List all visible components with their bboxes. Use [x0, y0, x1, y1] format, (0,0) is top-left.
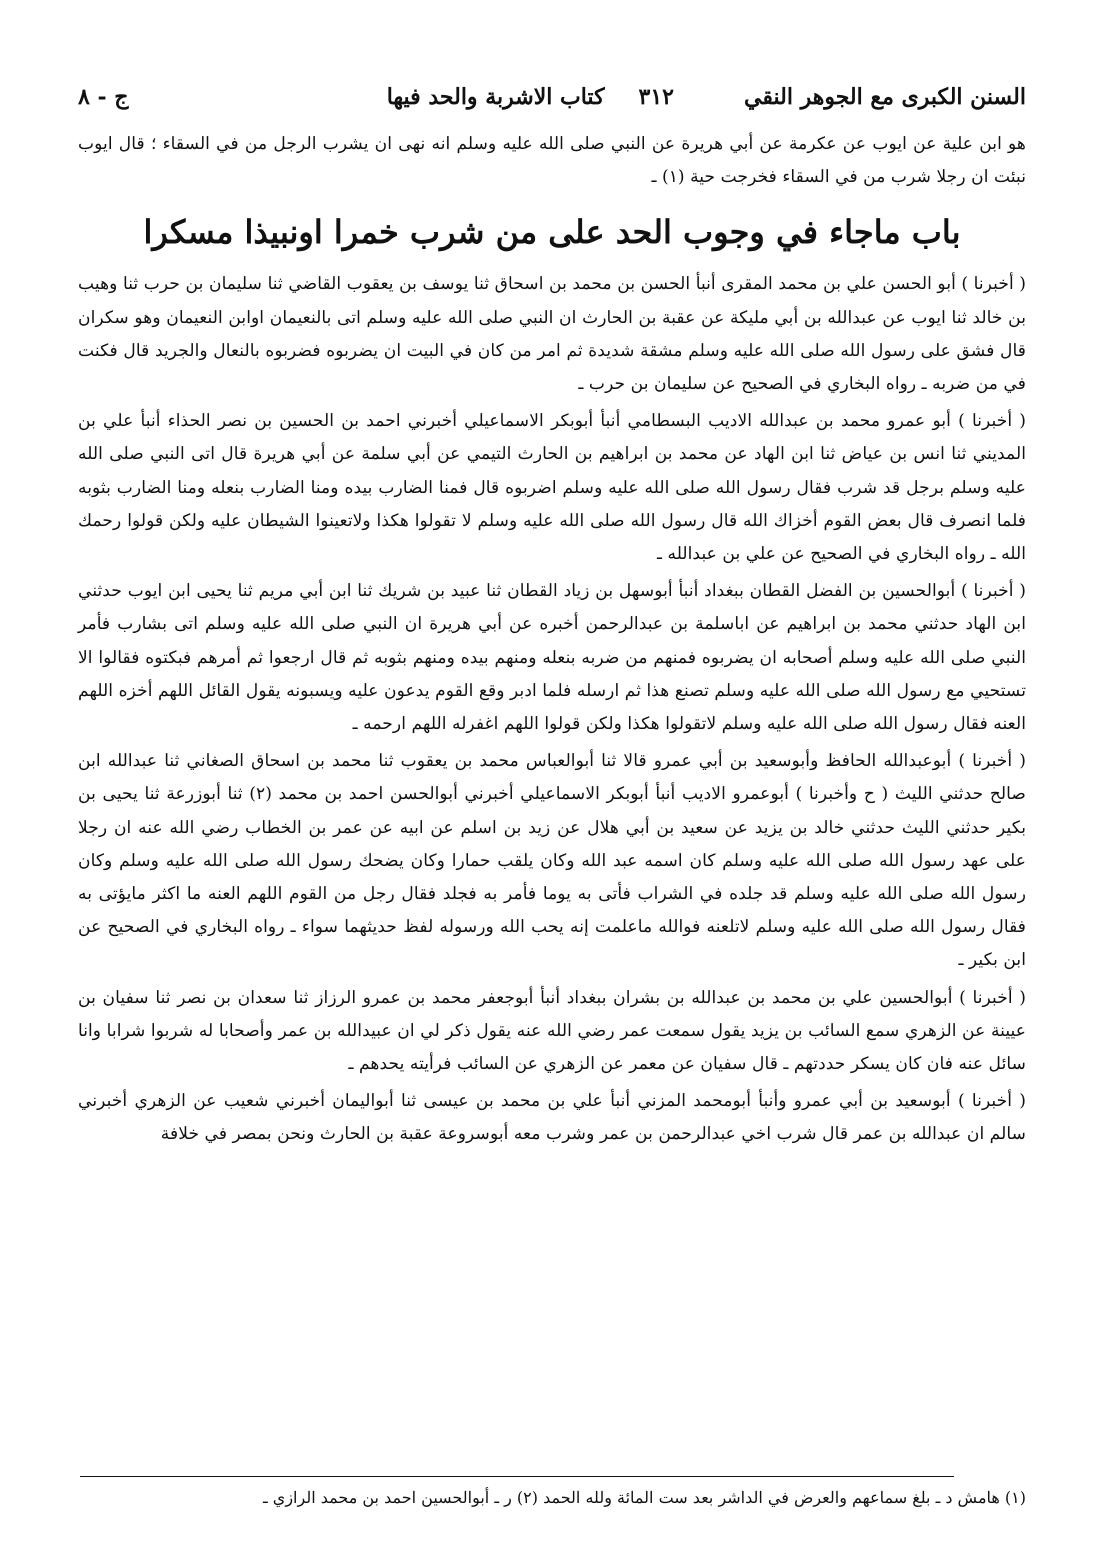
footnote: (١) هامش د ـ بلغ سماعهم والعرض في الداشر بعد ست المائة ولله الحمد (٢) ر ـ أبوالحسين احمد بن محمد الرازي ـ [263, 1488, 1026, 1507]
narration-paragraph: ( أخبرنا ) أبوالحسين بن الفضل القطان ببغداد أنبأ أبوسهل بن زياد القطان ثنا عبيد بن شريك ثنا ابن أبي مريم ثنا يحيى ابن ايوب حدثني ابن الهاد حدثني محمد بن ابراهيم عن اباسلمة بن عبدالرحمن أخبره عن أبي هريرة ان النبي صلى الله عليه وسلم اتى بشارب فأمر النبي صلى الله عليه وسلم أصحابه ان يضربوه فمنهم من ضربه بنعله ومنهم بيده ومنهم بثوبه ثم قال ارجعوا ثم أمرهم فبكتوه فقالوا الا تستحيي مع رسول الله صلى الله عليه وسلم تصنع هذا ثم ارسله فلما ادبر وقع القوم يدعون عليه ويسبونه يقول القائل اللهم أخزه اللهم العنه فقال رسول الله صلى الله عليه وسلم لاتقولوا هكذا ولكن قولوا اللهم اغفرله اللهم ارحمه ـ [78, 581, 1026, 735]
narration-paragraph: ( أخبرنا ) أبوسعيد بن أبي عمرو وأنبأ أبومحمد المزني أنبأ علي بن محمد بن عيسى ثنا أبواليمان أخبرني شعيب عن الزهري أخبرني سالم ان عبدالله بن عمر قال شرب اخي عبدالرحمن بن عمر وشرب معه أبوسروعة عقبة بن الحارث ونحن بمصر في خلافة [78, 1091, 1026, 1145]
footnote-divider [80, 1476, 954, 1477]
header-center [188, 84, 686, 110]
running-header [78, 84, 1026, 124]
narration-paragraph: ( أخبرنا ) أبوعبدالله الحافظ وأبوسعيد بن أبي عمرو قالا ثنا أبوالعباس محمد بن يعقوب ثنا محمد بن اسحاق الصغاني ثنا عبدالله ابن صالح حدثني الليث ( ح وأخبرنا ) أبوعمرو الاديب أنبأ أبوبكر الاسماعيلي أخبرني أبوالحسن احمد بن محمد (٢) ثنا أبوزرعة ثنا يحيى بن بكير حدثني الليث حدثني خالد بن يزيد عن سعيد بن أبي هلال عن زيد بن اسلم عن ابيه عن عمر بن الخطاب رضي الله عنه ان رجلا على عهد رسول الله صلى الله عليه وسلم كان اسمه عبد الله وكان يلقب حمارا وكان يضحك رسول الله صلى الله عليه وسلم وكان رسول الله صلى الله عليه وسلم قد جلده في الشراب فأتى به يوما فأمر به فجلد فقال رجل من القوم اللهم العنه ما اكثر مايؤتى به فقال رسول الله صلى الله عليه وسلم لاتلعنه فوالله ماعلمت إنه يحب الله ورسوله لفظ حديثهما سواء ـ رواه البخاري في الصحيح عن ابن بكير ـ [78, 751, 1026, 971]
intro-paragraph: هو ابن علية عن ايوب عن عكرمة عن أبي هريرة عن النبي صلى الله عليه وسلم انه نهى ان يشرب الرجل من في السقاء ؛ قال ايوب نبئت ان رجلا شرب من في السقاء فخرجت حية (١) ـ [78, 134, 1026, 188]
section-title: كتاب الاشربة والحد فيها [386, 84, 605, 110]
narration-paragraph: ( أخبرنا ) أبو عمرو محمد بن عبدالله الاديب البسطامي أنبأ أبوبكر الاسماعيلي أخبرني احمد بن الحسين بن نصر الحذاء أنبأ علي بن المديني ثنا انس بن عياض ثنا ابن الهاد عن محمد بن ابراهيم بن الحارث التيمي عن أبي سلمة عن أبي هريرة قال اتى النبي صلى الله عليه وسلم برجل قد شرب فقال رسول الله صلى الله عليه وسلم اضربوه قال فمنا الضارب بيده ومنا الضارب بنعله ومنا الضارب بثوبه فلما انصرف قال بعض القوم أخزاك الله قال رسول الله صلى الله عليه وسلم لا تقولوا هكذا ولاتعينوا الشيطان عليه ولكن قولوا رحمك الله ـ رواه البخاري في الصحيح عن علي بن عبدالله ـ [78, 411, 1026, 565]
footnotes [78, 1484, 1026, 1511]
narration-paragraph: ( أخبرنا ) أبوالحسين علي بن محمد بن عبدالله بن بشران ببغداد أنبأ أبوجعفر محمد بن عمرو الرزاز ثنا سعدان بن نصر ثنا سفيان بن عيينة عن الزهري سمع السائب بن يزيد يقول سمعت عمر رضي الله عنه يقول ذكر لي ان عبيدالله بن عمر وأصحابا له شربوا شرابا وانا سائل عنه فان كان يسكر حددتهم ـ قال سفيان عن معمر عن الزهري عن السائب فرأيته يحدهم ـ [78, 987, 1026, 1075]
book-title: السنن الكبرى مع الجوهر النقي [744, 84, 1026, 110]
volume-label: ج - ٨ [78, 84, 129, 110]
page-number: ٣١٢ [638, 84, 674, 110]
narration-paragraph: ( أخبرنا ) أبو الحسن علي بن محمد المقرى أنبأ الحسن بن محمد بن اسحاق ثنا يوسف بن يعقوب القاضي ثنا سليمان بن حرب ثنا وهيب بن خالد ثنا ايوب عن عبدالله بن أبي مليكة عن عقبة بن الحارث ان النبي صلى الله عليه وسلم اتى بالنعيمان اوابن النعيمان وهو سكران قال فشق على رسول الله صلى الله عليه وسلم مشقة شديدة ثم امر من كان في البيت ان يضربوه فضربوه بالنعال والجريد قال فكنت في من ضربه ـ رواه البخاري في الصحيح عن سليمان بن حرب ـ [78, 274, 1026, 395]
chapter-title: باب ماجاء في وجوب الحد على من شرب خمرا اونبيذا مسكرا [143, 213, 961, 252]
